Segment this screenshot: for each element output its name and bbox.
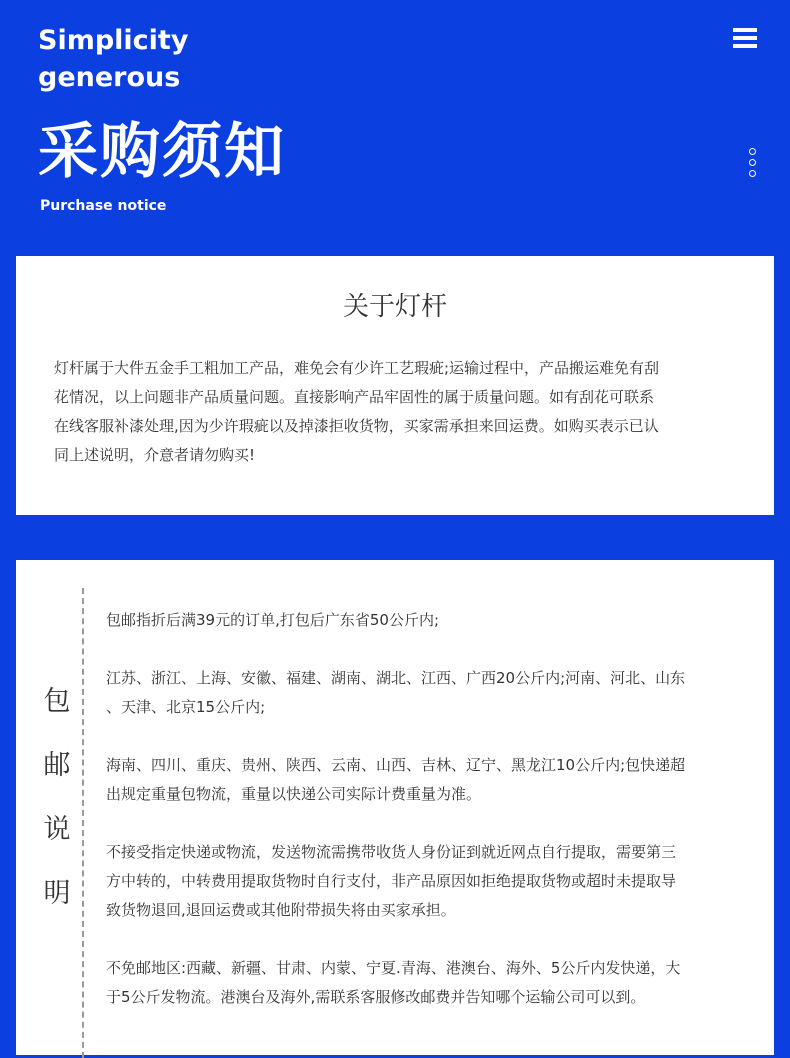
about-line: 在线客服补漆处理,因为少许瑕疵以及掉漆拒收货物，买家需承担来回运费。如购买表示已认 (54, 417, 659, 435)
shipping-line: 包邮指折后满39元的订单,打包后广东省50公斤内; (106, 611, 439, 629)
about-title: 关于灯杆 (342, 292, 447, 322)
shipping-paragraph (106, 664, 756, 722)
shipping-line: 出规定重量包物流，重量以快递公司实际计费重量为准。 (106, 785, 482, 803)
about-line: 花情况，以上问题非产品质量问题。直接影响产品牢固性的属于质量问题。如有刮花可联系 (54, 388, 655, 406)
shipping-paragraph (106, 954, 756, 1012)
vertical-char: 包 (43, 686, 71, 717)
shipping-line: 海南、四川、重庆、贵州、陕西、云南、山西、吉林、辽宁、黑龙江10公斤内;包快递超 (106, 756, 686, 774)
shipping-line: 、天津、北京15公斤内; (106, 698, 266, 716)
shipping-line: 江苏、浙江、上海、安徽、福建、湖南、湖北、江西、广西20公斤内;河南、河北、山东 (106, 669, 686, 687)
shipping-card (16, 560, 774, 1055)
more-dots-icon[interactable] (749, 148, 757, 181)
shipping-line: 方中转的，中转费用提取货物时自行支付，非产品原因如拒绝提取货物或超时未提取导 (106, 872, 677, 890)
about-line: 灯杆属于大件五金手工粗加工产品，难免会有少许工艺瑕疵;运输过程中，产品搬运难免有刮 (54, 359, 660, 377)
dashed-divider (82, 588, 84, 1058)
shipping-paragraph (106, 838, 756, 925)
shipping-line: 不接受指定快递或物流，发送物流需携带收货人身份证到就近网点自行提取，需要第三 (106, 843, 677, 861)
shipping-line: 于5公斤发物流。港澳台及海外,需联系客服修改邮费并告知哪个运输公司可以到。 (106, 988, 646, 1006)
tagline-line2: generous (38, 62, 181, 93)
tagline-line1: Simplicity (38, 25, 189, 56)
shipping-paragraph (106, 751, 756, 809)
about-line: 同上述说明，介意者请勿购买! (54, 446, 256, 464)
page-subtitle: Purchase notice (40, 198, 167, 214)
about-card (16, 256, 774, 515)
header-tagline (38, 22, 188, 96)
shipping-line: 不免邮地区:西藏、新疆、甘肃、内蒙、宁夏.青海、港澳台、海外、5公斤内发快递，大 (106, 959, 681, 977)
about-body (54, 354, 744, 470)
shipping-body (106, 606, 756, 1041)
menu-icon[interactable] (733, 28, 757, 50)
shipping-paragraph (106, 606, 756, 635)
vertical-char: 邮 (43, 750, 71, 781)
shipping-vertical-title (42, 684, 72, 940)
vertical-char: 明 (43, 878, 71, 909)
shipping-line: 致货物退回,退回运费或其他附带损失将由买家承担。 (106, 901, 456, 919)
page-title: 采购须知 (38, 117, 286, 187)
vertical-char: 说 (43, 814, 71, 845)
